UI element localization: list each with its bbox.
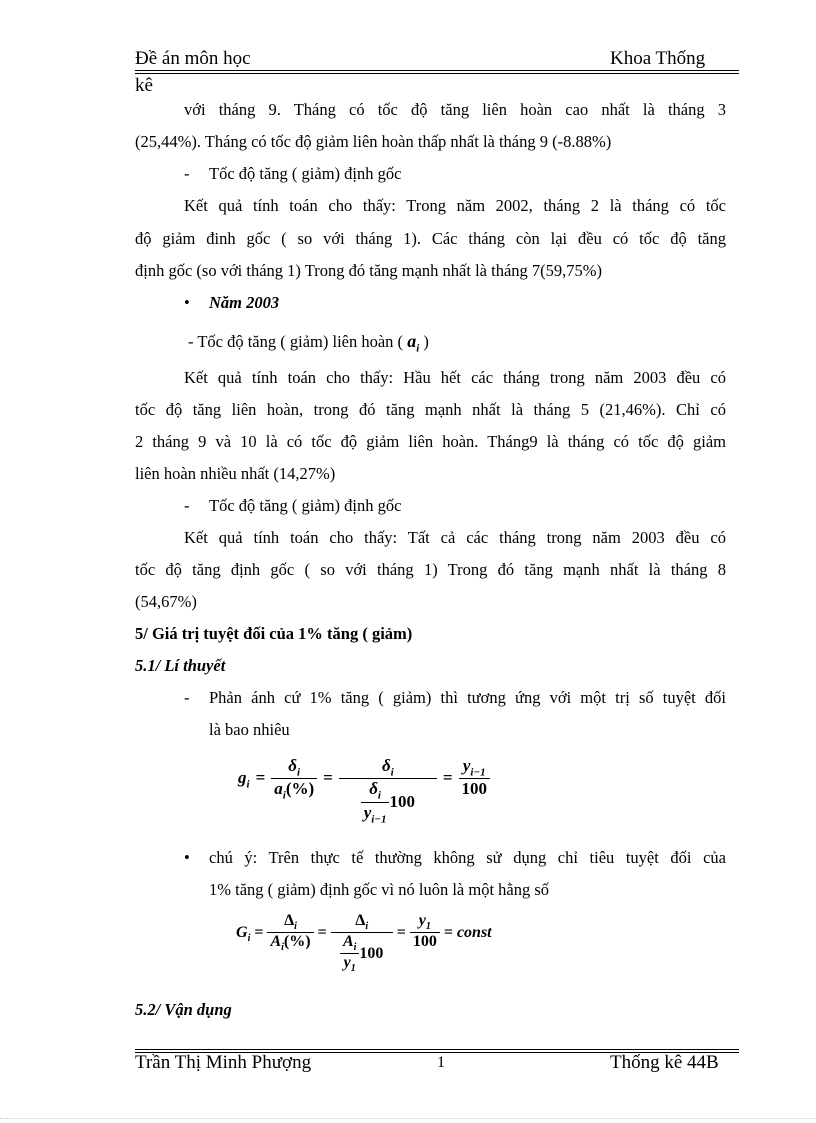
footer-right: Thống kê 44B bbox=[610, 1052, 719, 1073]
list-item-close: ) bbox=[423, 332, 429, 351]
bullet-marker: • bbox=[184, 848, 190, 867]
footer-author: Trần Thị Minh Phượng bbox=[135, 1052, 312, 1073]
formula-symbol: y bbox=[462, 756, 471, 775]
header-rule bbox=[135, 70, 739, 71]
formula-fraction bbox=[410, 912, 440, 951]
list-item: Tốc độ tăng ( giảm) định gốc bbox=[209, 496, 402, 515]
formula-sub: i bbox=[390, 766, 394, 779]
body-line: độ giảm đinh gốc ( so với tháng 1). Các tháng còn lại đều có tốc độ tăng bbox=[135, 229, 726, 248]
formula-sub: i bbox=[297, 766, 301, 779]
body-line: 2 tháng 9 và 10 là có tốc độ giảm liên hoàn. Tháng9 là tháng có tốc độ giảm bbox=[135, 432, 726, 451]
body-line: định gốc (so với tháng 1) Trong đó tăng mạnh nhất là tháng 7(59,75%) bbox=[135, 261, 603, 280]
formula-absolute-value-1pct bbox=[238, 752, 490, 832]
formula-equals: = bbox=[396, 924, 406, 941]
formula-equals: = bbox=[442, 768, 453, 787]
formula-sub: i bbox=[247, 933, 251, 945]
formula-sub: i−1 bbox=[371, 813, 387, 826]
formula-symbol: y bbox=[418, 912, 426, 929]
formula-symbol: A bbox=[270, 933, 282, 951]
formula-symbol: y bbox=[343, 954, 351, 972]
footer-rule bbox=[135, 1049, 739, 1050]
formula-symbol: δ bbox=[381, 756, 391, 775]
formula-equals: = bbox=[323, 768, 333, 787]
list-item: Tốc độ tăng ( giảm) định gốc bbox=[209, 164, 402, 183]
formula-equals: = bbox=[443, 924, 453, 941]
subsection-heading: 5.1/ Lí thuyết bbox=[135, 656, 226, 675]
list-item-text: - Tốc độ tăng ( giảm) liên hoàn ( bbox=[188, 332, 404, 351]
header-rule-2 bbox=[135, 73, 739, 74]
formula-text: 100 bbox=[412, 933, 437, 951]
body-line: 1% tăng ( giảm) định gốc vì nó luôn là một hằng số bbox=[209, 880, 550, 899]
body-line: (25,44%). Tháng có tốc độ giảm liên hoàn thấp nhất là tháng 9 (-8.88%) bbox=[135, 132, 612, 151]
dash-marker: - bbox=[184, 164, 190, 183]
formula-symbol: Δ bbox=[355, 912, 366, 929]
formula-symbol: g bbox=[238, 768, 247, 787]
formula-fraction bbox=[331, 912, 393, 975]
formula-sub: i bbox=[377, 789, 381, 802]
body-line: Phản ánh cứ 1% tăng ( giảm) thì tương ứng với một trị số tuyệt đối bbox=[209, 688, 726, 707]
body-line: (54,67%) bbox=[135, 592, 197, 611]
formula-sub: i−1 bbox=[470, 766, 486, 779]
formula-text: (%) bbox=[283, 933, 311, 951]
formula-sub: i bbox=[246, 778, 250, 791]
section-heading: 5/ Giá trị tuyệt đối của 1% tăng ( giảm) bbox=[135, 624, 413, 643]
formula-text: 100 bbox=[389, 792, 415, 812]
symbol-sub: i bbox=[416, 342, 420, 355]
formula-const: const bbox=[456, 924, 492, 941]
formula-equals: = bbox=[254, 924, 264, 941]
body-line: Kết quả tính toán cho thấy: Hầu hết các tháng trong năm 2003 đều có bbox=[184, 368, 726, 387]
formula-sub: i bbox=[282, 789, 286, 802]
body-line: với tháng 9. Tháng có tốc độ tăng liên hoàn cao nhất là tháng 3 bbox=[184, 100, 726, 119]
formula-fraction bbox=[339, 756, 437, 825]
formula-symbol: δ bbox=[369, 779, 378, 799]
body-line: liên hoàn nhiều nhất (14,27%) bbox=[135, 464, 336, 483]
formula-sub: i bbox=[353, 942, 357, 954]
formula-text: 100 bbox=[461, 779, 488, 799]
formula-sub: i bbox=[365, 921, 369, 933]
formula-fixed-base bbox=[236, 910, 492, 990]
formula-sub: i bbox=[281, 942, 284, 954]
formula-inner-fraction bbox=[361, 779, 390, 825]
list-item bbox=[188, 330, 429, 359]
header-right: Khoa Thống bbox=[610, 48, 706, 69]
header-left: Đề án môn học bbox=[135, 48, 251, 69]
dash-marker: - bbox=[184, 688, 190, 707]
body-line: Kết quả tính toán cho thấy: Tất cả các tháng trong năm 2003 đều có bbox=[184, 528, 726, 547]
formula-symbol: a bbox=[274, 779, 283, 799]
formula-equals: = bbox=[255, 768, 266, 787]
formula-fraction bbox=[459, 756, 491, 799]
subsection-heading: 5.2/ Vận dụng bbox=[135, 1000, 232, 1019]
body-line: tốc độ tăng định gốc ( so với tháng 1) Trong đó tăng mạnh nhất là tháng 8 bbox=[135, 560, 726, 579]
formula-sub: 1 bbox=[425, 921, 431, 933]
formula-fraction bbox=[271, 756, 317, 802]
formula-symbol: δ bbox=[288, 756, 298, 775]
dash-marker: - bbox=[184, 496, 190, 515]
formula-inner-fraction bbox=[340, 933, 359, 974]
formula-text: (%) bbox=[285, 779, 315, 799]
year-heading: Năm 2003 bbox=[209, 293, 280, 312]
formula-symbol: Δ bbox=[284, 912, 295, 929]
formula-fraction bbox=[267, 912, 313, 953]
symbol-a: a bbox=[407, 331, 417, 351]
bullet-marker: • bbox=[184, 293, 190, 312]
formula-symbol: A bbox=[342, 933, 354, 951]
body-line: là bao nhiêu bbox=[209, 720, 290, 739]
header-wrap: kê bbox=[135, 75, 153, 96]
formula-sub: i bbox=[294, 921, 297, 933]
formula-equals: = bbox=[317, 924, 327, 941]
body-line: tốc độ tăng liên hoàn, trong đó tăng mạnh nhất là tháng 5 (21,46%). Chỉ có bbox=[135, 400, 726, 419]
formula-text: 100 bbox=[359, 944, 384, 962]
formula-sub: 1 bbox=[350, 963, 356, 975]
body-line: Kết quả tính toán cho thấy: Trong năm 2002, tháng 2 là tháng có tốc bbox=[184, 196, 726, 215]
page-number: 1 bbox=[437, 1054, 445, 1071]
page-edge bbox=[0, 1118, 816, 1119]
formula-symbol: y bbox=[363, 802, 372, 822]
body-line: chú ý: Trên thực tế thường không sử dụng chỉ tiêu tuyệt đối của bbox=[209, 848, 726, 867]
formula-symbol: G bbox=[236, 924, 248, 941]
